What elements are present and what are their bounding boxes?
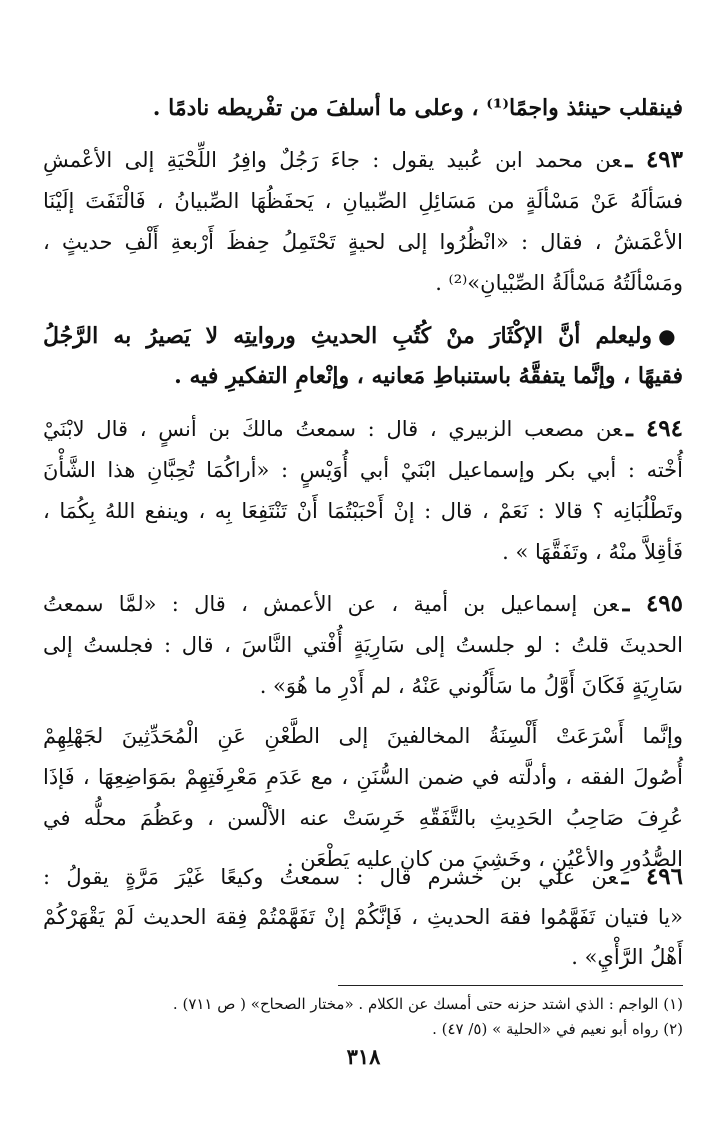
footnote-1: (١) الواجم : الذي اشتد حزنه حتى أمسك عن الكلام . «مختار الصحاح» ( ص ٧١١) . — [172, 995, 683, 1013]
hadith-494-line-4: فَأقِلاَّ منْهُ ، وتَفَقَّهَا » . — [502, 540, 683, 564]
bullet-icon: ● — [658, 324, 683, 348]
hadith-495-line-1: ٤٩٥ ـعن إسماعيل بن أمية ، عن الأعمش ، قال : «لمَّا سمعتُ — [43, 590, 684, 617]
hadith-496-line-1: ٤٩٦ ـعن علي بن خشرم قال : سمعتُ وكيعًا غَيْرَ مَرَّةٍ يقولُ : — [43, 863, 683, 890]
hadith-493-line-2: فسَألَهُ عَنْ مَسْألَةٍ من مَسَائِلِ الصِّبيانِ ، يَحفَظُهَا الصِّبيانُ ، فَالْتَفَتَ إلَيْنَا — [43, 189, 683, 213]
commentary-line-3: عُرِفَ صَاحِبُ الحَدِيثِ بالتَّفَقّهِ خَرِسَتْ عنه الألْسن ، وعَظُمَ محلُّه في — [43, 806, 683, 830]
footnote-divider — [338, 985, 683, 986]
principle-line-1: ●وليعلم أنَّ الإكْثَارَ منْ كُتُبِ الحديثِ وروايتِه لا يَصيرُ به الرَّجُلُ — [43, 323, 683, 349]
hadith-494-line-1: ٤٩٤ ـعن مصعب الزبيري ، قال : سمعتُ مالكَ بن أنسٍ ، قال لابْنَيْ — [43, 415, 684, 442]
commentary-line-1: وإنَّما أَسْرَعَتْ أَلْسِنَةُ المخالفينَ إلى الطَّعْنِ عَنِ الْمُحَدِّثِينَ لجَهْلِهِمْ — [43, 724, 683, 748]
hadith-495-line-3: سَارِيَةٍ فَكَانَ أَوَّلُ ما سَأَلُوني عَنْهُ ، لم أَدْرِ ما هُوَ» . — [259, 674, 683, 698]
hadith-number: ٤٩٦ ـ — [621, 863, 683, 890]
page-number: ٣١٨ — [346, 1044, 381, 1069]
hadith-493-line-3: الأعْمَشُ ، فقال : «انْظُرُوا إلى لحيةٍ تَحْتَمِلُ حِفظَ أَرْبعةِ أَلْفِ حديثٍ ، — [43, 230, 683, 254]
commentary-line-4: الصُّدُورِ والأعْيُنِ ، وخَشِيَ من كان عليه يَطْعَن . — [286, 847, 683, 871]
hadith-number: ٤٩٣ ـ — [625, 146, 683, 173]
hadith-number: ٤٩٥ ـ — [622, 590, 684, 617]
hadith-493-line-4: ومَسْألَتُهُ مَسْألَةُ الصِّبْيانِ»⁽²⁾ . — [435, 271, 683, 295]
hadith-496-line-3: أَهْلُ الرَّأْيِ» . — [571, 945, 683, 969]
footnote-2: (٢) رواه أبو نعيم في «الحلية » (٥/ ٤٧) . — [432, 1020, 683, 1038]
commentary-line-2: أُصُولَ الفقه ، وأدلَّته في ضمن السُّنَنِ ، مع عَدَمِ مَعْرِفَتِهِمْ بمَوَاضِعِهَا ، فَإذَا — [43, 765, 683, 789]
hadith-493-line-1: ٤٩٣ ـعن محمد ابن عُبيد يقول : جاءَ رَجُلٌ وافِرُ اللِّحْيَةِ إلى الأعْمشِ — [43, 146, 683, 173]
hadith-496-line-2: «يا فتيان تَفَهَّمُوا فقهَ الحديثِ ، فَإنَّكُمْ إنْ تَفَهَّمْتُمْ فِقهَ الحديث لَمْ يَقْهَرْكُمْ — [43, 905, 683, 929]
opening-line: فينقلب حينئذ واجمًا⁽¹⁾ ، وعلى ما أسلفَ من تفْريطه نادمًا . — [152, 95, 683, 121]
hadith-495-line-2: الحديثَ قلتُ : لو جلستُ إلى سَارِيَةٍ أُفْتي النَّاسَ ، قال : فجلستُ إلى — [43, 633, 683, 657]
hadith-494-line-2: أُخْته : أبي بكر وإسماعيل ابْنَيْ أبي أُوَيْسٍ : «أراكُمَا تُحِبَّانِ هذا الشَّأْنَ — [43, 458, 683, 482]
principle-line-2: فقيهًا ، وإنَّما يتفقَّهُ باستنباطِ مَعانيه ، وإنْعامِ التفكيرِ فيه . — [174, 363, 683, 389]
hadith-494-line-3: وتَطْلُبَانِه ؟ قالا : نَعَمْ ، قال : إنْ أَحْبَبْتُمَا أَنْ تَنْتَفِعَا بِه ، وينفع اللهُ بِكُمَا ، — [43, 499, 683, 523]
hadith-number: ٤٩٤ ـ — [626, 415, 684, 442]
